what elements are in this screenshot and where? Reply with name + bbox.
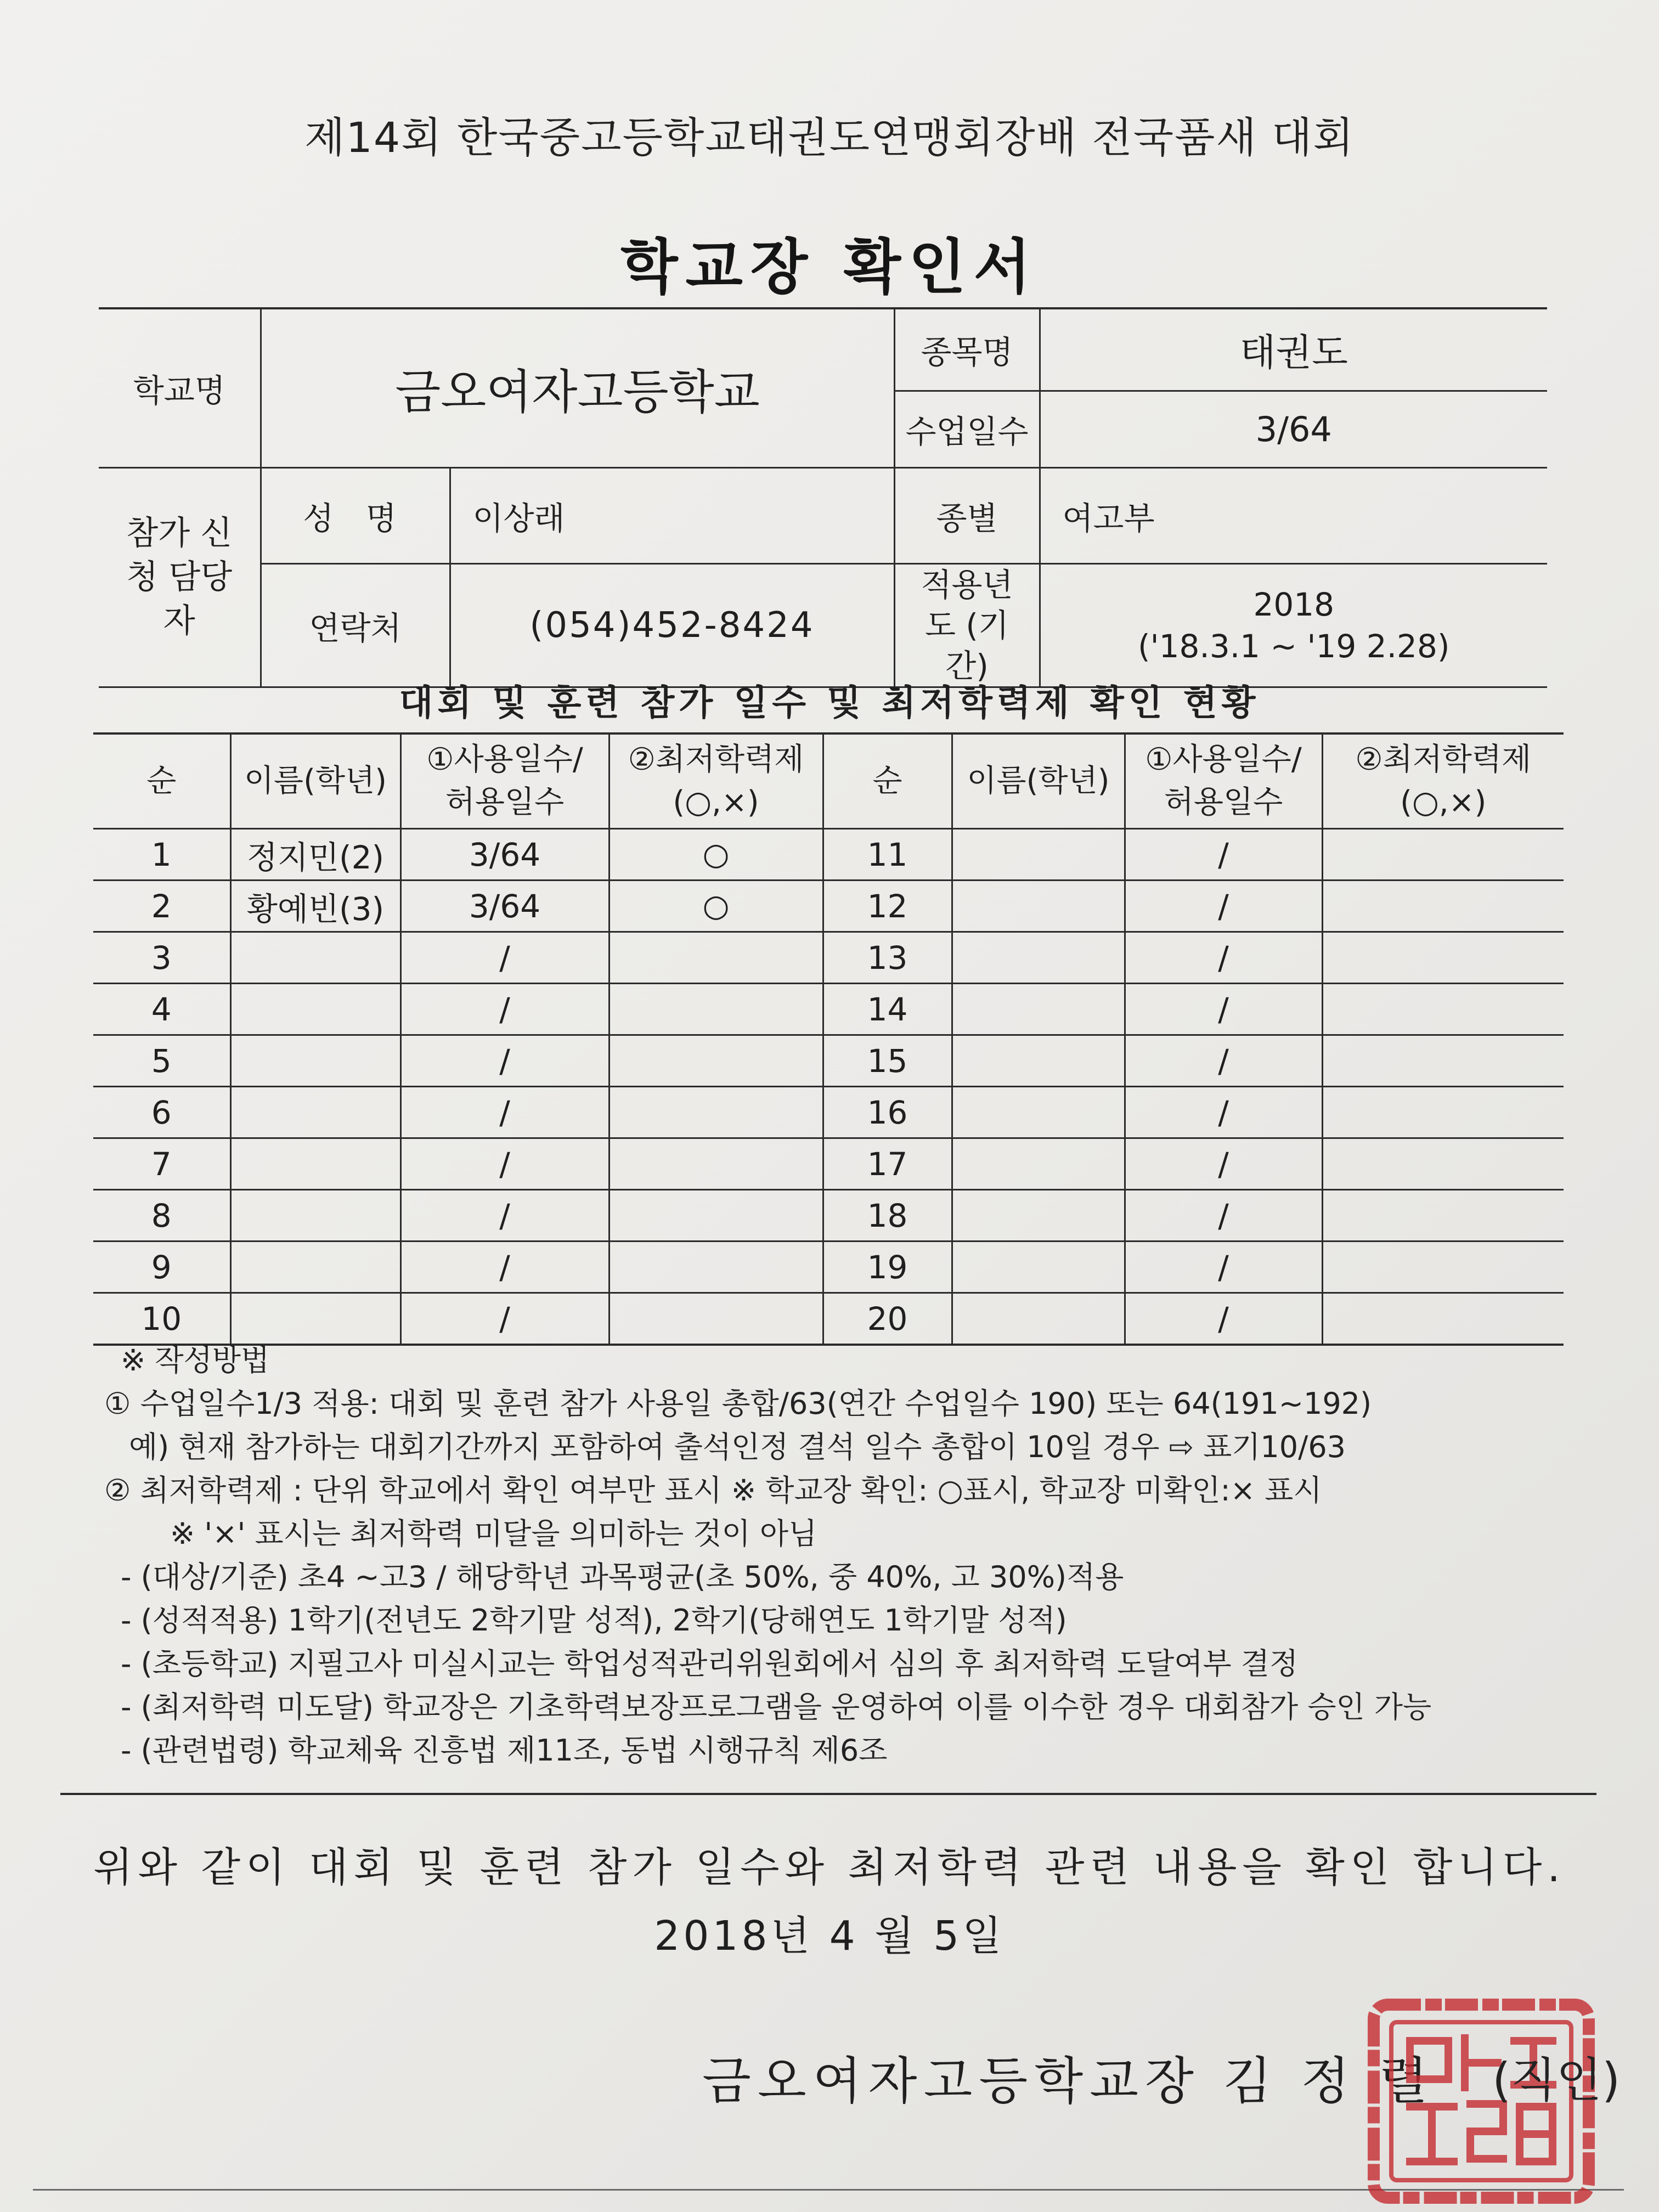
row-academic: [1322, 1035, 1564, 1087]
instruction-line: - (관련법령) 학교체육 진흥법 제11조, 동법 시행규칙 제6조: [121, 1733, 888, 1768]
class-days-label: 수업일수: [894, 391, 1040, 467]
row-name: [952, 1242, 1125, 1293]
seal-note: (직인): [1492, 2053, 1621, 2108]
row-days: /: [400, 1242, 609, 1293]
row-name: [952, 1138, 1125, 1190]
row-name: [952, 1190, 1125, 1242]
phone-label: 연락처: [261, 563, 450, 687]
row-days: 3/64: [400, 829, 609, 881]
document-title: 학교장 확인서: [620, 233, 1039, 302]
row-academic: [1322, 829, 1564, 881]
row-name: [952, 1293, 1125, 1345]
row-no: 11: [823, 829, 952, 881]
table-header-row: [93, 733, 1564, 829]
category-label: 종별: [894, 467, 1040, 563]
row-academic: [609, 1190, 823, 1242]
row-days: /: [1125, 829, 1322, 881]
row-days: /: [400, 1138, 609, 1190]
instructions-block: [104, 1339, 1575, 1772]
instruction-line: - (초등학교) 지필고사 미실시교는 학업성적관리위원회에서 심의 후 최저학력 도달여부 결정: [121, 1646, 1299, 1681]
row-academic: [609, 1087, 823, 1138]
row-days: /: [400, 1190, 609, 1242]
row-no: 20: [823, 1293, 952, 1345]
row-academic: ○: [609, 829, 823, 881]
section-title: 대회 및 훈련 참가 일수 및 최저학력제 확인 현황: [399, 683, 1260, 724]
row-academic: [1322, 1293, 1564, 1345]
instruction-line: - (대상/기준) 초4 ~고3 / 해당학년 과목평균(초 50%, 중 40%, 고 30%)적용: [121, 1560, 1124, 1594]
row-no: 3: [93, 932, 230, 984]
table-row: [93, 881, 1564, 932]
row-no: 4: [93, 984, 230, 1035]
instruction-line: 예) 현재 참가하는 대회기간까지 포함하여 출석인정 결석 일수 총합이 10일 경우 ⇨ 표기10/63: [129, 1430, 1346, 1464]
row-academic: [1322, 1138, 1564, 1190]
row-academic: [1322, 1087, 1564, 1138]
row-days: /: [400, 932, 609, 984]
name-label: 성 명: [261, 467, 450, 563]
row-no: 9: [93, 1242, 230, 1293]
header-academic-left: ②최저학력제 (○,×): [609, 733, 823, 829]
participants-table: [93, 732, 1564, 1346]
table-row: [93, 829, 1564, 881]
table-row: [93, 932, 1564, 984]
row-academic: [1322, 881, 1564, 932]
period-value: ('18.3.1 ~ '19 2.28): [1138, 627, 1450, 665]
row-days: /: [1125, 1087, 1322, 1138]
row-name: [952, 829, 1125, 881]
row-name: [952, 1035, 1125, 1087]
row-name: [230, 1138, 400, 1190]
year-period-cell: [1040, 563, 1547, 687]
row-no: 17: [823, 1138, 952, 1190]
row-name: 정지민(2): [230, 829, 400, 881]
header-days-left: ①사용일수/ 허용일수: [400, 733, 609, 829]
row-academic: [1322, 932, 1564, 984]
table-row: [93, 1087, 1564, 1138]
table-row: [93, 1242, 1564, 1293]
row-days: /: [1125, 1138, 1322, 1190]
row-days: /: [1125, 1190, 1322, 1242]
row-name: [230, 1087, 400, 1138]
row-name: [952, 1087, 1125, 1138]
principal-signature-line: 금오여자고등학교장 김 정 렬: [702, 2052, 1435, 2111]
row-days: /: [1125, 881, 1322, 932]
row-days: /: [1125, 932, 1322, 984]
table-row: [93, 1190, 1564, 1242]
row-days: /: [1125, 984, 1322, 1035]
table-row: [93, 1138, 1564, 1190]
row-no: 14: [823, 984, 952, 1035]
row-no: 12: [823, 881, 952, 932]
header-no-right: 순: [823, 733, 952, 829]
row-name: [230, 1293, 400, 1345]
row-academic: [609, 1138, 823, 1190]
row-name: [952, 984, 1125, 1035]
instruction-line: - (최저학력 미도달) 학교장은 기초학력보장프로그램을 운영하여 이를 이수한 경우 대회참가 승인 가능: [121, 1690, 1432, 1724]
row-name: [952, 881, 1125, 932]
instruction-line: ① 수업일수1/3 적용: 대회 및 훈련 참가 사용일 총합/63(연간 수업일수 190) 또는 64(191~192): [104, 1386, 1372, 1421]
table-row: [93, 1293, 1564, 1345]
contact-person-label: 참가 신청 담당자: [99, 467, 261, 687]
table-row: [93, 984, 1564, 1035]
category-value: 여고부: [1040, 467, 1547, 563]
header-academic-right: ②최저학력제 (○,×): [1322, 733, 1564, 829]
row-days: /: [400, 984, 609, 1035]
row-academic: [1322, 1242, 1564, 1293]
row-no: 15: [823, 1035, 952, 1087]
row-name: [230, 1035, 400, 1087]
row-academic: [609, 984, 823, 1035]
row-no: 5: [93, 1035, 230, 1087]
school-name-label: 학교명: [99, 308, 261, 467]
confirmation-statement: 위와 같이 대회 및 훈련 참가 일수와 최저학력 관련 내용을 확인 합니다.: [93, 1844, 1566, 1891]
row-name: 황예빈(3): [230, 881, 400, 932]
confirmation-date: 2018년 4 월 5일: [654, 1912, 1005, 1960]
row-days: /: [400, 1293, 609, 1345]
row-days: /: [400, 1035, 609, 1087]
row-name: [230, 1242, 400, 1293]
instruction-line: - (성적적용) 1학기(전년도 2학기말 성적), 2학기(당해연도 1학기말 성적): [121, 1603, 1067, 1638]
row-no: 7: [93, 1138, 230, 1190]
row-days: /: [400, 1087, 609, 1138]
row-academic: [1322, 984, 1564, 1035]
instruction-line: ② 최저학력제 : 단위 학교에서 확인 여부만 표시 ※ 학교장 확인: ○표시, 학교장 미확인:× 표시: [104, 1473, 1322, 1508]
instruction-line: ※ '×' 표시는 최저학력 미달을 의미하는 것이 아님: [170, 1516, 817, 1551]
row-no: 16: [823, 1087, 952, 1138]
row-no: 13: [823, 932, 952, 984]
header-name-left: 이름(학년): [230, 733, 400, 829]
row-name: [952, 932, 1125, 984]
year-value: 2018: [1253, 585, 1335, 623]
table-row: [93, 1035, 1564, 1087]
class-days-value: 3/64: [1040, 391, 1547, 467]
row-no: 2: [93, 881, 230, 932]
header-name-right: 이름(학년): [952, 733, 1125, 829]
row-name: [230, 984, 400, 1035]
competition-title: 제14회 한국중고등학교태권도연맹회장배 전국품새 대회: [304, 113, 1355, 162]
row-name: [230, 1190, 400, 1242]
row-no: 8: [93, 1190, 230, 1242]
row-days: 3/64: [400, 881, 609, 932]
row-academic: [609, 1035, 823, 1087]
row-no: 18: [823, 1190, 952, 1242]
row-no: 6: [93, 1087, 230, 1138]
header-no-left: 순: [93, 733, 230, 829]
row-no: 10: [93, 1293, 230, 1345]
row-academic: [609, 1293, 823, 1345]
row-days: /: [1125, 1035, 1322, 1087]
phone-value: (054)452-8424: [450, 563, 894, 687]
row-academic: [1322, 1190, 1564, 1242]
row-no: 1: [93, 829, 230, 881]
row-academic: [609, 932, 823, 984]
school-info-table: [99, 307, 1547, 688]
header-days-right: ①사용일수/ 허용일수: [1125, 733, 1322, 829]
row-days: /: [1125, 1242, 1322, 1293]
row-no: 19: [823, 1242, 952, 1293]
year-label: 적용년도 (기간): [894, 563, 1040, 687]
instructions-heading: ※ 작성방법: [121, 1343, 270, 1378]
row-name: [230, 932, 400, 984]
school-name-value: 금오여자고등학교: [261, 308, 894, 467]
event-value: 태권도: [1040, 308, 1547, 391]
row-days: /: [1125, 1293, 1322, 1345]
row-academic: ○: [609, 881, 823, 932]
name-value: 이상래: [450, 467, 894, 563]
row-academic: [609, 1242, 823, 1293]
divider: [60, 1793, 1596, 1795]
event-label: 종목명: [894, 308, 1040, 391]
